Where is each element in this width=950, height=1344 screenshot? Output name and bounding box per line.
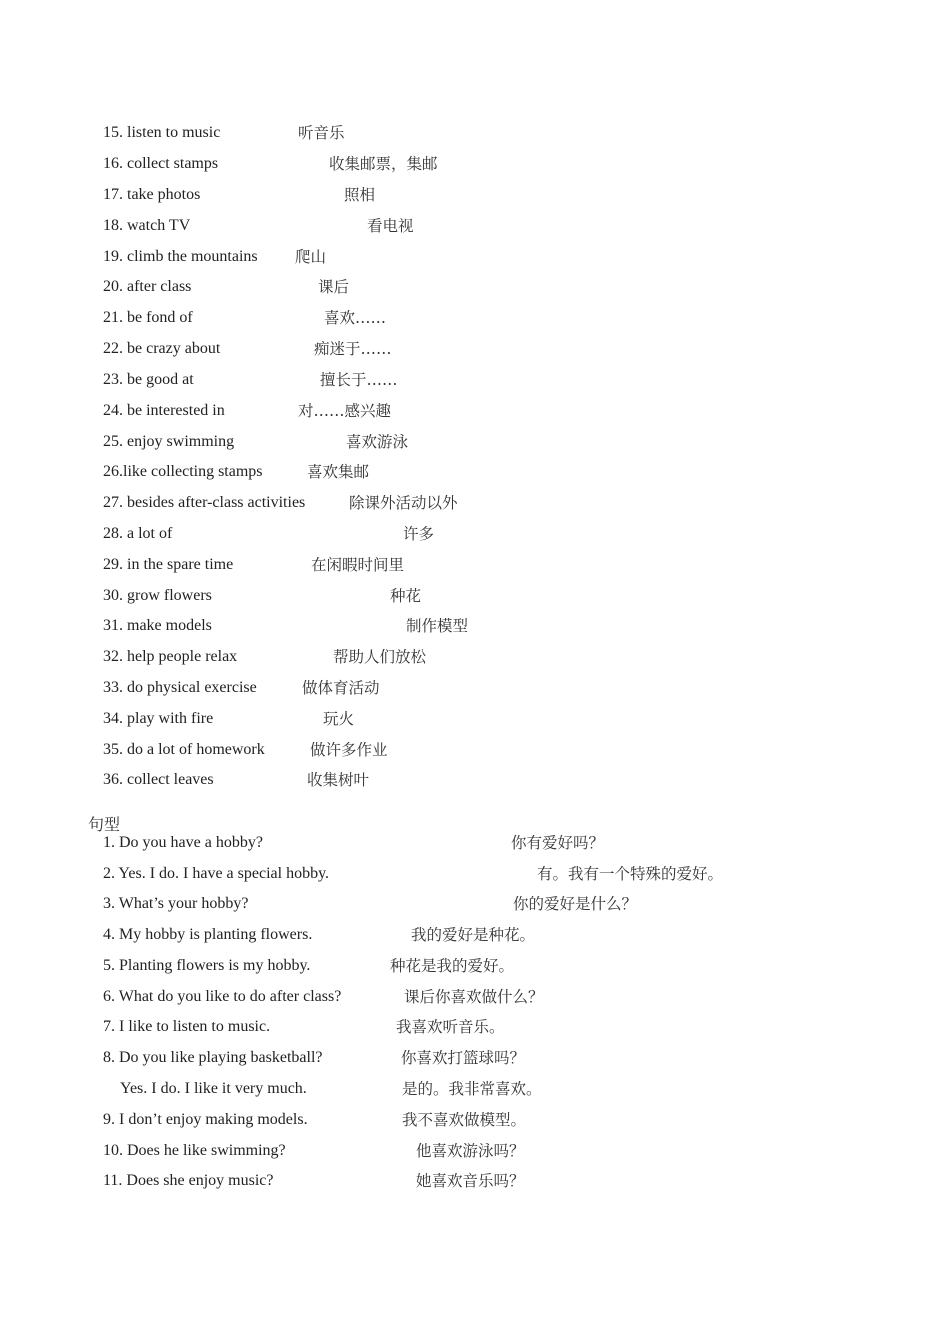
sentence-chinese: 你有爱好吗？ [511, 834, 605, 852]
sentence-chinese: 种花是我的爱好。 [390, 957, 515, 975]
phrase-english: 16. collect stamps [103, 155, 219, 172]
phrase-chinese: 听音乐 [298, 124, 345, 142]
sentence-english: 11. Does she enjoy music? [103, 1172, 274, 1189]
phrase-english: 24. be interested in [103, 402, 225, 419]
sentence-english: Yes. I do. I like it very much. [120, 1080, 307, 1097]
phrase-english: 19. climb the mountains [103, 248, 258, 265]
phrase-chinese: 做体育活动 [302, 679, 380, 697]
phrase-chinese: 帮助人们放松 [333, 648, 427, 666]
sentence-chinese: 我不喜欢做模型。 [402, 1111, 527, 1129]
sentence-chinese: 课后你喜欢做什么？ [404, 988, 544, 1006]
phrase-english: 17. take photos [103, 186, 201, 203]
sentence-english: 6. What do you like to do after class? [103, 988, 342, 1005]
phrase-chinese: 玩火 [323, 710, 355, 728]
sentence-english: 1. Do you have a hobby? [103, 834, 263, 851]
phrase-english: 28. a lot of [103, 525, 173, 542]
phrase-chinese: 制作模型 [406, 617, 469, 635]
sentence-english: 7. I like to listen to music. [103, 1018, 271, 1035]
phrase-english: 26.like collecting stamps [103, 463, 263, 480]
phrase-chinese: 课后 [318, 278, 350, 296]
sentence-english: 5. Planting flowers is my hobby. [103, 957, 311, 974]
phrase-english: 27. besides after-class activities [103, 494, 306, 511]
sentence-chinese: 他喜欢游泳吗？ [416, 1142, 525, 1160]
sentence-chinese: 有。我有一个特殊的爱好。 [537, 865, 724, 883]
sentence-english: 10. Does he like swimming? [103, 1142, 286, 1159]
phrase-english: 15. listen to music [103, 124, 221, 141]
sentence-english: 2. Yes. I do. I have a special hobby. [103, 865, 330, 882]
phrase-chinese: 对……感兴趣 [298, 402, 392, 420]
phrase-english: 23. be good at [103, 371, 194, 388]
sentence-chinese: 是的。我非常喜欢。 [402, 1080, 542, 1098]
sentence-chinese: 你喜欢打篮球吗？ [401, 1049, 526, 1067]
phrase-english: 29. in the spare time [103, 556, 234, 573]
phrase-english: 18. watch TV [103, 217, 191, 234]
phrase-english: 31. make models [103, 617, 212, 634]
phrase-english: 34. play with fire [103, 710, 214, 727]
phrase-english: 32. help people relax [103, 648, 238, 665]
phrase-chinese: 除课外活动以外 [349, 494, 458, 512]
phrase-chinese: 收集树叶 [307, 771, 370, 789]
sentence-chinese: 她喜欢音乐吗？ [416, 1172, 525, 1190]
phrase-chinese: 看电视 [367, 217, 414, 235]
phrase-english: 30. grow flowers [103, 587, 212, 604]
phrase-english: 22. be crazy about [103, 340, 221, 357]
phrase-chinese: 收集邮票，集邮 [329, 155, 438, 173]
section-heading: 句型 [88, 815, 121, 834]
phrase-english: 33. do physical exercise [103, 679, 257, 696]
sentence-chinese: 你的爱好是什么？ [513, 895, 638, 913]
sentence-english: 9. I don’t enjoy making models. [103, 1111, 308, 1128]
phrase-english: 21. be fond of [103, 309, 193, 326]
sentence-chinese: 我喜欢听音乐。 [396, 1018, 505, 1036]
phrase-chinese: 爬山 [295, 248, 327, 266]
phrase-english: 36. collect leaves [103, 771, 214, 788]
phrase-chinese: 喜欢游泳 [346, 433, 409, 451]
phrase-english: 20. after class [103, 278, 192, 295]
phrase-chinese: 在闲暇时间里 [311, 556, 405, 574]
phrase-chinese: 种花 [390, 587, 422, 605]
phrase-chinese: 痴迷于…… [314, 340, 392, 358]
phrase-english: 35. do a lot of homework [103, 741, 265, 758]
phrase-chinese: 擅长于…… [320, 371, 398, 389]
phrase-chinese: 喜欢集邮 [307, 463, 370, 481]
phrase-chinese: 喜欢…… [324, 309, 387, 327]
phrase-chinese: 做许多作业 [310, 741, 388, 759]
sentence-english: 4. My hobby is planting flowers. [103, 926, 313, 943]
phrase-english: 25. enjoy swimming [103, 433, 235, 450]
sentence-english: 8. Do you like playing basketball? [103, 1049, 323, 1066]
phrase-chinese: 许多 [403, 525, 435, 543]
sentence-chinese: 我的爱好是种花。 [411, 926, 536, 944]
phrase-chinese: 照相 [344, 186, 376, 204]
sentence-english: 3. What’s your hobby? [103, 895, 249, 912]
